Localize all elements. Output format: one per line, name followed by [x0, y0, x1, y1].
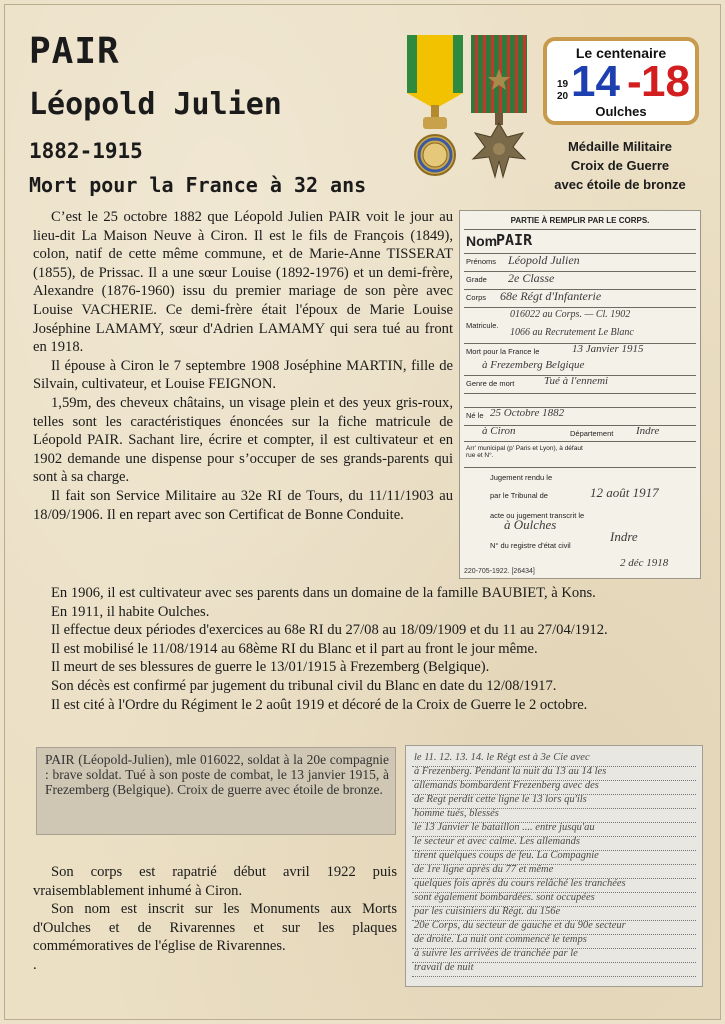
- croix-de-guerre-icon: [471, 35, 527, 177]
- fiche-corps-label: Corps: [466, 293, 487, 302]
- bio-paragraph: Il meurt de ses blessures de guerre le 13/01/1915 à Frezemberg (Belgique).: [51, 659, 490, 676]
- logo-top-text: Le centenaire: [575, 45, 667, 61]
- bio-top: [33, 208, 453, 524]
- bio-paragraph: Son corps est rapatrié début avril 1922 puis vraisemblablement inhumé à Ciron.: [33, 864, 397, 899]
- bio-bottom: [33, 863, 397, 975]
- fiche-prenoms-label: Prénoms: [466, 257, 497, 266]
- fiche-matricule-recrut: 1066 au Recrutement Le Blanc: [510, 327, 634, 338]
- bio-paragraph: Il est mobilisé le 11/08/1914 au 68ème RI du Blanc et il part au front le jour même.: [51, 640, 538, 657]
- fiche-genre-label: Genre de mort: [466, 379, 515, 388]
- fiche-matricule-label: Matricule.: [466, 321, 499, 330]
- fiche-registre-value: Indre: [610, 529, 638, 544]
- bio-paragraph: Il fait son Service Militaire au 32e RI de Tours, du 11/11/1903 au 18/09/1906. Il en repart avec son Certificat de Bonne Conduite.: [33, 487, 453, 523]
- jmo-line: 20e Corps, du secteur de gauche et du 90e secteur: [414, 920, 626, 931]
- logo-year-19: 19: [557, 79, 569, 90]
- medaille-militaire-icon: [407, 35, 463, 175]
- medal-caption-line: Médaille Militaire: [567, 139, 673, 154]
- clipping-text: PAIR (Léopold-Julien), mle 016022, soldat à la 20e compagnie : brave soldat. Tué à son poste de combat, le 13 janvier 1915, à Frezemberg (Belgique). Croix de guerre avec étoile de bronze.: [45, 752, 389, 797]
- jmo-line: quelques fois après du cours relâché les tranchées: [414, 878, 626, 889]
- fiche-acte-label: acte ou jugement transcrit le: [490, 511, 585, 520]
- fiche-mort-label: Mort pour la France le: [466, 347, 540, 356]
- fiche-ne-lieu: à Ciron: [482, 425, 516, 437]
- jmo-excerpt-image: [405, 745, 703, 987]
- jmo-line: par les cuisiniers du Régt. du 156e: [414, 906, 561, 917]
- fiche-tribunal-label: par le Tribunal de: [490, 491, 548, 500]
- medal-caption-line: Croix de Guerre: [570, 158, 670, 173]
- fiche-dept-label: Département: [570, 429, 614, 438]
- fiche-registre-label: N° du registre d'état civil: [490, 541, 571, 550]
- medal-caption: [537, 137, 703, 194]
- jmo-line: de Regt perdit cette ligne le 13 lors qu'ils: [414, 794, 587, 805]
- jmo-line: à suivre les arrivées de tranchée par le: [414, 948, 578, 959]
- fiche-mort-lieu: à Frezemberg Belgique: [482, 359, 585, 371]
- fiche-mort-pour-la-france: [459, 210, 701, 579]
- jmo-line: sont également bombardées. sont occupées: [414, 892, 595, 903]
- fiche-corps-value: 68e Régt d'Infanterie: [500, 289, 602, 303]
- fiche-jugement-label: Jugement rendu le: [490, 473, 553, 482]
- medal-caption-line: avec étoile de bronze: [554, 177, 686, 192]
- jmo-line: le 13 Janvier le bataillon .... entre jusqu'au: [414, 822, 595, 833]
- medals-image: [403, 33, 535, 183]
- bio-paragraph: Il est cité à l'Ordre du Régiment le 2 août 1919 et décoré de la Croix de Guerre le 2 octobre.: [51, 696, 588, 713]
- logo-bottom-text: Oulches: [595, 104, 647, 119]
- bio-paragraph: Son nom est inscrit sur les Monuments aux Morts d'Oulches et de Rivarennes et sur les plaques commémoratives de l'église de Rivarennes.: [33, 901, 397, 955]
- jmo-line: le 11. 12. 13. 14. le Régt est à 3e Cie avec: [414, 752, 590, 763]
- bio-paragraph: En 1911, il habite Oulches.: [51, 603, 210, 620]
- bio-paragraph: En 1906, il est cultivateur avec ses parents dans un domaine de la famille BAUBIET, à Kons.: [51, 585, 596, 601]
- fiche-acte-value: à Oulches: [504, 517, 557, 532]
- fiche-genre-value: Tué à l'ennemi: [544, 375, 609, 387]
- life-dates: 1882-1915: [29, 139, 143, 163]
- fiche-nom-label: Nom: [466, 233, 498, 249]
- bio-paragraph: Il épouse à Ciron le 7 septembre 1908 Joséphine MARTIN, fille de Silvain, cultivateur, et Louise FEIGNON.: [33, 357, 453, 393]
- bio-paragraph: Son décès est confirmé par jugement du tribunal civil du Blanc en date du 12/08/1917.: [51, 677, 557, 694]
- bio-middle: [33, 584, 703, 714]
- logo-14: 14: [571, 57, 620, 106]
- fiche-heading: PARTIE À REMPLIR PAR LE CORPS.: [510, 216, 650, 225]
- fiche-ne-value: 25 Octobre 1882: [490, 407, 565, 419]
- logo-year-20: 20: [557, 91, 569, 102]
- bio-paragraph: Il effectue deux périodes d'exercices au 68e RI du 27/08 au 18/09/1909 et du 11 au 27/04/1912.: [51, 622, 608, 639]
- fiche-arr-label: Arr' municipal (p' Paris et Lyon), à défaut rue et N°.: [466, 445, 583, 459]
- logo-18: 18: [641, 57, 690, 106]
- bio-paragraph: .: [33, 956, 37, 973]
- logo-dash: -: [627, 57, 642, 106]
- centenaire-logo: [543, 37, 699, 125]
- bio-paragraph: C’est le 25 octobre 1882 que Léopold Julien PAIR voit le jour au lieu-dit La Maison Neuve à Ciron. Il est le fils de François (1849), colon, natif de cette même commune, et de Marie-Anne TISSERAT (1855), de Prissac. Il a une sœur Louise (1892-1976) et un demi-frère, Alexandre (1876-1960) issu du premier mariage de son père avec Louise VACHERIE. Ce demi-frère était l'époux de Marie Louise Joséphine LAMAMY, sœur d'Adrien LAMAMY qui sera tué au front en 1918.: [33, 209, 453, 356]
- firstnames-title: Léopold Julien: [29, 87, 282, 122]
- newspaper-clipping: [36, 747, 396, 835]
- fiche-dept-value: Indre: [636, 425, 660, 437]
- fiche-footer-hw: 2 déc 1918: [620, 557, 669, 569]
- jmo-line: travail de nuit: [414, 962, 474, 973]
- death-heading: Mort pour la France à 32 ans: [29, 173, 367, 197]
- fiche-ne-label: Né le: [466, 411, 484, 420]
- fiche-prenoms-value: Léopold Julien: [508, 253, 580, 267]
- jmo-line: homme tués, blessés: [414, 808, 499, 819]
- fiche-jugement-value: 12 août 1917: [590, 485, 659, 500]
- jmo-line: le secteur et avec calme. Les allemands: [414, 836, 580, 847]
- jmo-line: de droite. La nuit ont commencé le temps: [414, 934, 587, 945]
- jmo-line: tirent quelques coups de feu. La Compagnie: [414, 850, 599, 861]
- fiche-footer: 220-705-1922. [26434]: [464, 568, 535, 575]
- bio-paragraph: 1,59m, des cheveux châtains, un visage plein et des yeux gris-roux, telles sont les caractéristiques énoncées sur la fiche matricule de Léopold PAIR. Sachant lire, écrire et compter, il est cultivateur et en 1902 demande une dispense pour s’occuper de ses grands-parents qui sont à sa charge.: [33, 394, 453, 486]
- jmo-line: à Frezenberg. Pendant la nuit du 13 au 14 les: [414, 766, 607, 777]
- jmo-line: de 1re ligne après du 77 et même: [414, 864, 554, 875]
- fiche-grade-value: 2e Classe: [508, 271, 555, 285]
- fiche-nom-value: PAIR: [496, 231, 533, 249]
- surname-title: PAIR: [29, 31, 120, 72]
- fiche-grade-label: Grade: [466, 275, 487, 284]
- page: [4, 4, 721, 1020]
- fiche-mort-value: 13 Janvier 1915: [572, 343, 644, 355]
- fiche-matricule-corps: 016022 au Corps. — Cl. 1902: [510, 309, 631, 320]
- jmo-line: allemands bombardent Frezenberg avec des: [414, 780, 599, 791]
